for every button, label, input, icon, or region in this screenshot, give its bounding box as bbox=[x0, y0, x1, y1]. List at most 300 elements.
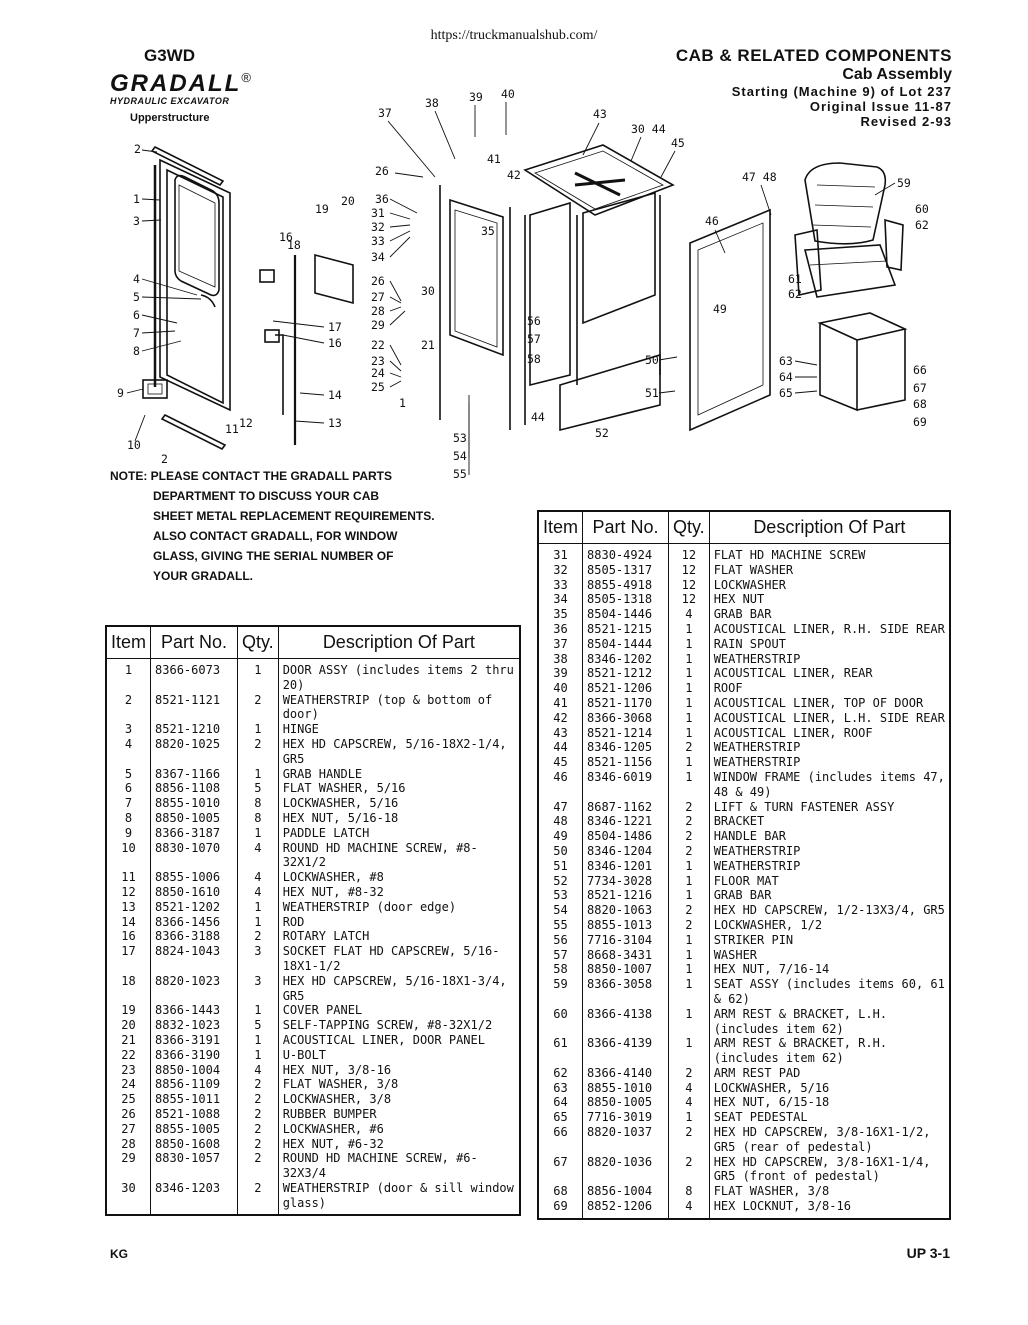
qty-cell: 1 bbox=[669, 962, 710, 977]
part-number-cell: 8366-3188 bbox=[151, 929, 238, 944]
qty-cell: 4 bbox=[669, 1199, 710, 1219]
item-cell: 55 bbox=[538, 918, 583, 933]
description-cell: PADDLE LATCH bbox=[278, 826, 520, 841]
col-part-header: Part No. bbox=[583, 511, 669, 544]
col-qty-header: Qty. bbox=[238, 626, 279, 659]
part-number-cell: 8521-1215 bbox=[583, 622, 669, 637]
table-row bbox=[106, 767, 520, 782]
qty-cell: 1 bbox=[669, 1110, 710, 1125]
item-cell: 40 bbox=[538, 681, 583, 696]
part-number-cell: 8505-1317 bbox=[583, 563, 669, 578]
table-row bbox=[106, 1033, 520, 1048]
qty-cell: 4 bbox=[669, 607, 710, 622]
item-cell: 19 bbox=[106, 1003, 151, 1018]
table-row bbox=[538, 918, 950, 933]
qty-cell: 1 bbox=[669, 1007, 710, 1037]
svg-text:16: 16 bbox=[328, 336, 342, 350]
part-number-cell: 8521-1214 bbox=[583, 726, 669, 741]
item-cell: 52 bbox=[538, 874, 583, 889]
qty-cell: 8 bbox=[238, 796, 279, 811]
qty-cell: 8 bbox=[669, 1184, 710, 1199]
description-cell: ARM REST PAD bbox=[709, 1066, 950, 1081]
table-row bbox=[538, 1095, 950, 1110]
qty-cell: 2 bbox=[669, 1155, 710, 1185]
qty-cell: 12 bbox=[669, 592, 710, 607]
table-row bbox=[106, 693, 520, 723]
brand-subtitle: HYDRAULIC EXCAVATOR bbox=[110, 96, 230, 106]
description-cell: ROOF bbox=[709, 681, 950, 696]
table-row bbox=[106, 796, 520, 811]
part-number-cell: 7734-3028 bbox=[583, 874, 669, 889]
description-cell: HEX NUT, #8-32 bbox=[278, 885, 520, 900]
description-cell: WEATHERSTRIP (door edge) bbox=[278, 900, 520, 915]
part-number-cell: 8820-1037 bbox=[583, 1125, 669, 1155]
item-cell: 6 bbox=[106, 781, 151, 796]
part-number-cell: 8521-1156 bbox=[583, 755, 669, 770]
qty-cell: 2 bbox=[238, 1181, 279, 1216]
qty-cell: 4 bbox=[238, 870, 279, 885]
item-cell: 56 bbox=[538, 933, 583, 948]
qty-cell: 1 bbox=[669, 637, 710, 652]
svg-text:44: 44 bbox=[531, 410, 545, 424]
svg-text:6: 6 bbox=[133, 308, 140, 322]
description-cell: GRAB HANDLE bbox=[278, 767, 520, 782]
description-cell: WEATHERSTRIP bbox=[709, 859, 950, 874]
table-row bbox=[106, 1107, 520, 1122]
svg-text:31: 31 bbox=[371, 206, 385, 220]
part-number-cell: 8367-1166 bbox=[151, 767, 238, 782]
description-cell: HEX NUT, #6-32 bbox=[278, 1137, 520, 1152]
table-row bbox=[106, 1003, 520, 1018]
description-cell: HEX NUT bbox=[709, 592, 950, 607]
qty-cell: 1 bbox=[669, 859, 710, 874]
table-row bbox=[538, 1007, 950, 1037]
svg-text:61: 61 bbox=[788, 272, 802, 286]
svg-text:24: 24 bbox=[371, 366, 385, 380]
description-cell: ROTARY LATCH bbox=[278, 929, 520, 944]
part-number-cell: 8850-1610 bbox=[151, 885, 238, 900]
svg-text:19: 19 bbox=[315, 202, 329, 216]
table-row bbox=[538, 859, 950, 874]
svg-text:56: 56 bbox=[527, 314, 541, 328]
description-cell: WASHER bbox=[709, 948, 950, 963]
item-cell: 34 bbox=[538, 592, 583, 607]
table-row bbox=[106, 1092, 520, 1107]
svg-text:1: 1 bbox=[133, 192, 140, 206]
table-row bbox=[538, 652, 950, 667]
part-number-cell: 8521-1202 bbox=[151, 900, 238, 915]
item-cell: 66 bbox=[538, 1125, 583, 1155]
svg-text:65: 65 bbox=[779, 386, 793, 400]
qty-cell: 2 bbox=[669, 829, 710, 844]
qty-cell: 1 bbox=[238, 722, 279, 737]
table-row bbox=[538, 814, 950, 829]
description-cell: WEATHERSTRIP bbox=[709, 652, 950, 667]
description-cell: FLOOR MAT bbox=[709, 874, 950, 889]
part-number-cell: 8855-1010 bbox=[583, 1081, 669, 1096]
part-number-cell: 8521-1088 bbox=[151, 1107, 238, 1122]
model-name: G3WD bbox=[144, 46, 195, 65]
description-cell: SEAT ASSY (includes items 60, 61 & 62) bbox=[709, 977, 950, 1007]
svg-text:40: 40 bbox=[501, 87, 515, 101]
qty-cell: 1 bbox=[669, 652, 710, 667]
table-row bbox=[538, 544, 950, 563]
svg-text:55: 55 bbox=[453, 467, 467, 481]
description-cell: LOCKWASHER, 3/8 bbox=[278, 1092, 520, 1107]
svg-text:68: 68 bbox=[913, 397, 927, 411]
svg-text:60: 60 bbox=[915, 202, 929, 216]
item-cell: 28 bbox=[106, 1137, 151, 1152]
item-cell: 53 bbox=[538, 888, 583, 903]
table-row bbox=[538, 607, 950, 622]
part-number-cell: 8504-1486 bbox=[583, 829, 669, 844]
svg-text:59: 59 bbox=[897, 176, 911, 190]
item-cell: 57 bbox=[538, 948, 583, 963]
qty-cell: 2 bbox=[669, 844, 710, 859]
qty-cell: 1 bbox=[669, 874, 710, 889]
part-number-cell: 7716-3104 bbox=[583, 933, 669, 948]
part-number-cell: 8366-1456 bbox=[151, 915, 238, 930]
table-row bbox=[538, 770, 950, 800]
svg-text:52: 52 bbox=[595, 426, 609, 440]
item-cell: 8 bbox=[106, 811, 151, 826]
table-row bbox=[106, 900, 520, 915]
svg-text:5: 5 bbox=[133, 290, 140, 304]
table-header-row bbox=[106, 626, 520, 659]
note-line: DEPARTMENT TO DISCUSS YOUR CAB bbox=[153, 489, 380, 503]
qty-cell: 2 bbox=[238, 1122, 279, 1137]
qty-cell: 4 bbox=[669, 1095, 710, 1110]
description-cell: GRAB BAR bbox=[709, 607, 950, 622]
item-cell: 44 bbox=[538, 740, 583, 755]
item-cell: 13 bbox=[106, 900, 151, 915]
table-row bbox=[106, 722, 520, 737]
parts-table-left bbox=[105, 625, 521, 1216]
svg-text:69: 69 bbox=[913, 415, 927, 429]
table-row bbox=[538, 903, 950, 918]
qty-cell: 1 bbox=[669, 977, 710, 1007]
qty-cell: 1 bbox=[238, 1048, 279, 1063]
qty-cell: 1 bbox=[669, 1036, 710, 1066]
part-number-cell: 8855-1011 bbox=[151, 1092, 238, 1107]
item-cell: 2 bbox=[106, 693, 151, 723]
qty-cell: 1 bbox=[238, 659, 279, 693]
svg-text:18: 18 bbox=[287, 238, 301, 252]
item-cell: 45 bbox=[538, 755, 583, 770]
qty-cell: 1 bbox=[238, 900, 279, 915]
part-number-cell: 8366-3187 bbox=[151, 826, 238, 841]
table-row bbox=[538, 844, 950, 859]
parts-table-left-body bbox=[106, 659, 520, 1216]
description-cell: ACOUSTICAL LINER, ROOF bbox=[709, 726, 950, 741]
description-cell: ACOUSTICAL LINER, L.H. SIDE REAR bbox=[709, 711, 950, 726]
item-cell: 26 bbox=[106, 1107, 151, 1122]
qty-cell: 12 bbox=[669, 544, 710, 563]
qty-cell: 1 bbox=[238, 826, 279, 841]
description-cell: HEX NUT, 3/8-16 bbox=[278, 1063, 520, 1078]
part-number-cell: 8850-1005 bbox=[151, 811, 238, 826]
svg-text:23: 23 bbox=[371, 354, 385, 368]
item-cell: 69 bbox=[538, 1199, 583, 1219]
qty-cell: 12 bbox=[669, 578, 710, 593]
svg-text:30: 30 bbox=[421, 284, 435, 298]
item-cell: 30 bbox=[106, 1181, 151, 1216]
qty-cell: 12 bbox=[669, 563, 710, 578]
table-row bbox=[538, 1155, 950, 1185]
svg-text:34: 34 bbox=[371, 250, 385, 264]
part-number-cell: 8346-1202 bbox=[583, 652, 669, 667]
qty-cell: 1 bbox=[238, 1033, 279, 1048]
table-row bbox=[538, 1066, 950, 1081]
svg-text:7: 7 bbox=[133, 326, 140, 340]
table-row bbox=[538, 874, 950, 889]
item-cell: 25 bbox=[106, 1092, 151, 1107]
qty-cell: 2 bbox=[669, 800, 710, 815]
svg-text:62: 62 bbox=[788, 287, 802, 301]
description-cell: ACOUSTICAL LINER, REAR bbox=[709, 666, 950, 681]
part-number-cell: 8521-1216 bbox=[583, 888, 669, 903]
svg-text:37: 37 bbox=[378, 106, 392, 120]
description-cell: FLAT WASHER bbox=[709, 563, 950, 578]
part-number-cell: 8521-1170 bbox=[583, 696, 669, 711]
description-cell: LOCKWASHER, #8 bbox=[278, 870, 520, 885]
table-row bbox=[106, 1181, 520, 1216]
table-row bbox=[106, 885, 520, 900]
description-cell: FLAT WASHER, 3/8 bbox=[709, 1184, 950, 1199]
item-cell: 3 bbox=[106, 722, 151, 737]
table-row bbox=[538, 578, 950, 593]
qty-cell: 2 bbox=[238, 1151, 279, 1181]
item-cell: 46 bbox=[538, 770, 583, 800]
page-title: CAB & RELATED COMPONENTS bbox=[675, 46, 952, 65]
note-line: SHEET METAL REPLACEMENT REQUIREMENTS. bbox=[153, 509, 435, 523]
qty-cell: 1 bbox=[669, 711, 710, 726]
qty-cell: 1 bbox=[669, 681, 710, 696]
item-cell: 4 bbox=[106, 737, 151, 767]
part-number-cell: 8850-1608 bbox=[151, 1137, 238, 1152]
qty-cell: 1 bbox=[669, 755, 710, 770]
item-cell: 63 bbox=[538, 1081, 583, 1096]
item-cell: 11 bbox=[106, 870, 151, 885]
item-cell: 22 bbox=[106, 1048, 151, 1063]
part-number-cell: 8856-1108 bbox=[151, 781, 238, 796]
description-cell: HINGE bbox=[278, 722, 520, 737]
part-number-cell: 8505-1318 bbox=[583, 592, 669, 607]
svg-text:38: 38 bbox=[425, 96, 439, 110]
item-cell: 31 bbox=[538, 544, 583, 563]
source-url[interactable]: https://truckmanualshub.com/ bbox=[430, 28, 598, 43]
svg-text:36: 36 bbox=[375, 192, 389, 206]
qty-cell: 2 bbox=[238, 1077, 279, 1092]
table-row bbox=[538, 1199, 950, 1219]
description-cell: ARM REST & BRACKET, L.H. (includes item 62) bbox=[709, 1007, 950, 1037]
svg-text:10: 10 bbox=[127, 438, 141, 452]
table-row bbox=[538, 592, 950, 607]
description-cell: U-BOLT bbox=[278, 1048, 520, 1063]
svg-text:2: 2 bbox=[161, 452, 168, 466]
item-cell: 1 bbox=[106, 659, 151, 693]
description-cell: DOOR ASSY (includes items 2 thru 20) bbox=[278, 659, 520, 693]
svg-text:21: 21 bbox=[421, 338, 435, 352]
part-number-cell: 8366-3191 bbox=[151, 1033, 238, 1048]
part-number-cell: 8521-1210 bbox=[151, 722, 238, 737]
qty-cell: 1 bbox=[669, 622, 710, 637]
part-number-cell: 8855-1013 bbox=[583, 918, 669, 933]
parts-table-right bbox=[537, 510, 951, 1220]
contact-note bbox=[110, 466, 540, 586]
part-number-cell: 8850-1007 bbox=[583, 962, 669, 977]
svg-text:28: 28 bbox=[371, 304, 385, 318]
item-cell: 50 bbox=[538, 844, 583, 859]
table-row bbox=[538, 888, 950, 903]
part-number-cell: 8820-1025 bbox=[151, 737, 238, 767]
description-cell: HEX HD CAPSCREW, 5/16-18X1-3/4, GR5 bbox=[278, 974, 520, 1004]
qty-cell: 2 bbox=[238, 737, 279, 767]
qty-cell: 1 bbox=[238, 767, 279, 782]
table-row bbox=[538, 1184, 950, 1199]
svg-text:26: 26 bbox=[375, 164, 389, 178]
table-row bbox=[538, 933, 950, 948]
svg-text:51: 51 bbox=[645, 386, 659, 400]
part-number-cell: 8855-1006 bbox=[151, 870, 238, 885]
note-line: YOUR GRADALL. bbox=[153, 569, 253, 583]
table-row bbox=[106, 1048, 520, 1063]
description-cell: SOCKET FLAT HD CAPSCREW, 5/16-18X1-1/2 bbox=[278, 944, 520, 974]
svg-text:26: 26 bbox=[371, 274, 385, 288]
svg-text:46: 46 bbox=[705, 214, 719, 228]
svg-text:32: 32 bbox=[371, 220, 385, 234]
item-cell: 37 bbox=[538, 637, 583, 652]
item-cell: 24 bbox=[106, 1077, 151, 1092]
table-row bbox=[106, 737, 520, 767]
part-number-cell: 8346-6019 bbox=[583, 770, 669, 800]
description-cell: SEAT PEDESTAL bbox=[709, 1110, 950, 1125]
description-cell: WINDOW FRAME (includes items 47, 48 & 49) bbox=[709, 770, 950, 800]
table-row bbox=[106, 1063, 520, 1078]
part-number-cell: 8830-1057 bbox=[151, 1151, 238, 1181]
item-cell: 10 bbox=[106, 841, 151, 871]
svg-text:20: 20 bbox=[341, 194, 355, 208]
table-header-row bbox=[538, 511, 950, 544]
part-number-cell: 8830-4924 bbox=[583, 544, 669, 563]
qty-cell: 8 bbox=[238, 811, 279, 826]
description-cell: LOCKWASHER, 5/16 bbox=[278, 796, 520, 811]
qty-cell: 4 bbox=[238, 841, 279, 871]
callout-labels bbox=[117, 87, 929, 481]
item-cell: 29 bbox=[106, 1151, 151, 1181]
svg-text:62: 62 bbox=[915, 218, 929, 232]
svg-text:9: 9 bbox=[117, 386, 124, 400]
parts-table-right-body bbox=[538, 544, 950, 1219]
description-cell: HANDLE BAR bbox=[709, 829, 950, 844]
qty-cell: 5 bbox=[238, 781, 279, 796]
table-row bbox=[106, 781, 520, 796]
item-cell: 18 bbox=[106, 974, 151, 1004]
description-cell: HEX NUT, 6/15-18 bbox=[709, 1095, 950, 1110]
part-number-cell: 8850-1004 bbox=[151, 1063, 238, 1078]
svg-text:30 44: 30 44 bbox=[631, 122, 666, 136]
qty-cell: 2 bbox=[669, 1125, 710, 1155]
note-line: GLASS, GIVING THE SERIAL NUMBER OF bbox=[153, 549, 394, 563]
part-number-cell: 8521-1121 bbox=[151, 693, 238, 723]
svg-text:49: 49 bbox=[713, 302, 727, 316]
description-cell: WEATHERSTRIP (door & sill window glass) bbox=[278, 1181, 520, 1216]
page-subtitle: Cab Assembly bbox=[842, 66, 952, 83]
svg-text:2: 2 bbox=[134, 142, 141, 156]
table-row bbox=[538, 711, 950, 726]
table-row bbox=[538, 726, 950, 741]
table-row bbox=[106, 811, 520, 826]
item-cell: 17 bbox=[106, 944, 151, 974]
part-number-cell: 8824-1043 bbox=[151, 944, 238, 974]
svg-text:27: 27 bbox=[371, 290, 385, 304]
description-cell: ACOUSTICAL LINER, TOP OF DOOR bbox=[709, 696, 950, 711]
part-number-cell: 8668-3431 bbox=[583, 948, 669, 963]
table-row bbox=[106, 841, 520, 871]
item-cell: 49 bbox=[538, 829, 583, 844]
description-cell: HEX HD CAPSCREW, 3/8-16X1-1/4, GR5 (front of pedestal) bbox=[709, 1155, 950, 1185]
footer-code: KG bbox=[110, 1247, 128, 1261]
description-cell: HEX HD CAPSCREW, 3/8-16X1-1/2, GR5 (rear of pedestal) bbox=[709, 1125, 950, 1155]
part-number-cell: 8366-6073 bbox=[151, 659, 238, 693]
description-cell: WEATHERSTRIP bbox=[709, 755, 950, 770]
description-cell: RAIN SPOUT bbox=[709, 637, 950, 652]
qty-cell: 2 bbox=[669, 1066, 710, 1081]
item-cell: 59 bbox=[538, 977, 583, 1007]
qty-cell: 1 bbox=[669, 666, 710, 681]
part-number-cell: 8820-1036 bbox=[583, 1155, 669, 1185]
table-row bbox=[106, 915, 520, 930]
part-number-cell: 8366-4138 bbox=[583, 1007, 669, 1037]
qty-cell: 4 bbox=[669, 1081, 710, 1096]
table-row bbox=[106, 659, 520, 693]
part-number-cell: 8820-1063 bbox=[583, 903, 669, 918]
table-row bbox=[538, 681, 950, 696]
item-cell: 36 bbox=[538, 622, 583, 637]
table-row bbox=[538, 563, 950, 578]
part-number-cell: 7716-3019 bbox=[583, 1110, 669, 1125]
col-qty-header: Qty. bbox=[669, 511, 710, 544]
svg-text:13: 13 bbox=[328, 416, 342, 430]
description-cell: LOCKWASHER, 5/16 bbox=[709, 1081, 950, 1096]
svg-text:57: 57 bbox=[527, 332, 541, 346]
part-number-cell: 8346-1201 bbox=[583, 859, 669, 874]
item-cell: 61 bbox=[538, 1036, 583, 1066]
col-desc-header: Description Of Part bbox=[278, 626, 520, 659]
qty-cell: 2 bbox=[238, 1137, 279, 1152]
qty-cell: 2 bbox=[669, 740, 710, 755]
description-cell: HEX HD CAPSCREW, 1/2-13X3/4, GR5 bbox=[709, 903, 950, 918]
description-cell: WEATHERSTRIP bbox=[709, 844, 950, 859]
table-row bbox=[538, 977, 950, 1007]
part-number-cell: 8832-1023 bbox=[151, 1018, 238, 1033]
revision: Revised 2-93 bbox=[860, 114, 952, 129]
part-number-cell: 8830-1070 bbox=[151, 841, 238, 871]
table-row bbox=[106, 944, 520, 974]
svg-text:67: 67 bbox=[913, 381, 927, 395]
qty-cell: 1 bbox=[669, 696, 710, 711]
description-cell: HEX LOCKNUT, 3/8-16 bbox=[709, 1199, 950, 1219]
table-row bbox=[538, 696, 950, 711]
description-cell: FLAT WASHER, 5/16 bbox=[278, 781, 520, 796]
description-cell: HEX NUT, 7/16-14 bbox=[709, 962, 950, 977]
description-cell: FLAT HD MACHINE SCREW bbox=[709, 544, 950, 563]
item-cell: 23 bbox=[106, 1063, 151, 1078]
description-cell: COVER PANEL bbox=[278, 1003, 520, 1018]
item-cell: 12 bbox=[106, 885, 151, 900]
qty-cell: 2 bbox=[238, 693, 279, 723]
table-row bbox=[106, 1122, 520, 1137]
